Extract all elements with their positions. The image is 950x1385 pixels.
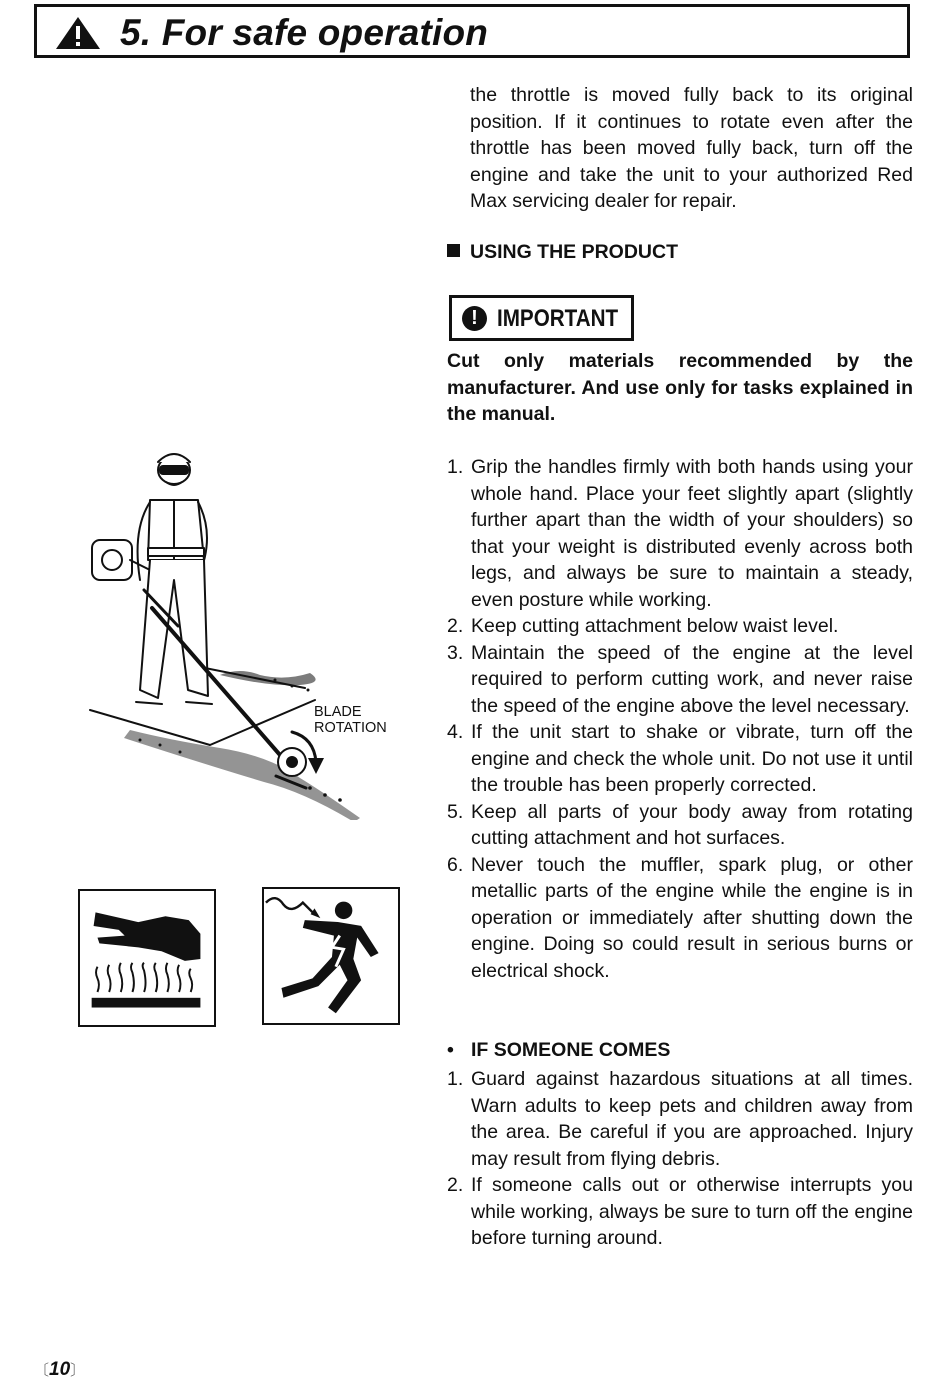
important-warning-text: Cut only materials recommended by the manufacturer. And use only for tasks explained in the manual. xyxy=(447,350,913,425)
list-number: 4. xyxy=(447,721,464,743)
list-text: If the unit start to shake or vibrate, turn off the engine and check the whole unit. Do not use it until the trouble has been properly corrected. xyxy=(471,721,913,796)
subsection-heading xyxy=(447,1039,670,1062)
operator-edger-illustration xyxy=(70,440,410,820)
list-text: Keep all parts of your body away from rotating cutting attachment and hot surfaces. xyxy=(471,800,913,849)
important-label: IMPORTANT xyxy=(497,305,619,332)
list-number: 2. xyxy=(447,1174,464,1196)
page-title: 5. For safe operation xyxy=(120,12,489,53)
list-item xyxy=(447,640,913,720)
page-header xyxy=(34,4,910,58)
list-text: Grip the handles firmly with both hands using your whole hand. Place your feet slightly apart (slightly further apart than the width of your shoulders) so that your weight is distributed evenly across both legs, and always be sure to maintain a steady, even posture while working. xyxy=(471,456,913,611)
page-number-value: 10 xyxy=(49,1359,71,1380)
list-item xyxy=(447,1172,913,1252)
exclamation-icon: ! xyxy=(462,306,487,331)
someone-comes-list xyxy=(447,1066,913,1252)
instruction-list xyxy=(447,454,913,984)
section-heading-text: USING THE PRODUCT xyxy=(470,241,679,263)
warning-triangle-icon xyxy=(55,16,101,50)
list-item xyxy=(447,719,913,799)
list-text: Keep cutting attachment below waist level. xyxy=(471,615,839,637)
hot-surface-sign xyxy=(78,889,216,1027)
page-number xyxy=(34,1359,85,1381)
subsection-heading-text: IF SOMEONE COMES xyxy=(471,1039,671,1061)
list-number: 6. xyxy=(447,853,464,876)
page-number-bracket-left: 〔 xyxy=(34,1362,50,1379)
list-number: 1. xyxy=(447,1068,464,1090)
blade-label-line1: BLADE xyxy=(314,704,362,720)
list-number: 5. xyxy=(447,800,464,823)
list-item xyxy=(447,852,913,985)
page-number-bracket-right: 〕 xyxy=(70,1362,86,1379)
list-text: Guard against hazardous situations at all times. Warn adults to keep pets and children away from the area. Be careful if you are approached. Injury may result from flying debris. xyxy=(471,1068,913,1170)
list-item xyxy=(447,799,913,852)
electric-shock-sign xyxy=(262,887,400,1025)
blade-label-line2: ROTATION xyxy=(314,720,387,736)
list-number: 1. xyxy=(447,456,464,478)
list-item xyxy=(447,454,913,613)
list-text: Maintain the speed of the engine at the level required to perform cutting work, and never raise the speed of the engine above the level necessary. xyxy=(471,641,913,717)
list-text: If someone calls out or otherwise interrupts you while working, always be sure to turn off the engine before turning around. xyxy=(471,1174,913,1249)
electric-shock-icon xyxy=(264,889,398,1023)
list-number: 2. xyxy=(447,615,464,637)
section-heading xyxy=(447,241,678,264)
list-text: Never touch the muffler, spark plug, or other metallic parts of the engine while the engine is in operation or immediately after shutting down the engine. Doing so could result in serious burns or electrical shock. xyxy=(471,853,913,982)
intro-paragraph: the throttle is moved fully back to its original position. If it continues to rotate even after the throttle has been moved fully back, turn off the engine and take the unit to your authorized Red Max servicing dealer for repair. xyxy=(470,84,913,212)
square-bullet-icon xyxy=(447,244,460,257)
important-badge xyxy=(449,295,634,341)
list-item xyxy=(447,1066,913,1172)
list-number: 3. xyxy=(447,641,464,664)
blade-rotation-label xyxy=(314,704,387,736)
hot-surface-hand-icon xyxy=(80,891,214,1025)
bullet-icon: • xyxy=(447,1039,454,1061)
list-item xyxy=(447,613,913,640)
